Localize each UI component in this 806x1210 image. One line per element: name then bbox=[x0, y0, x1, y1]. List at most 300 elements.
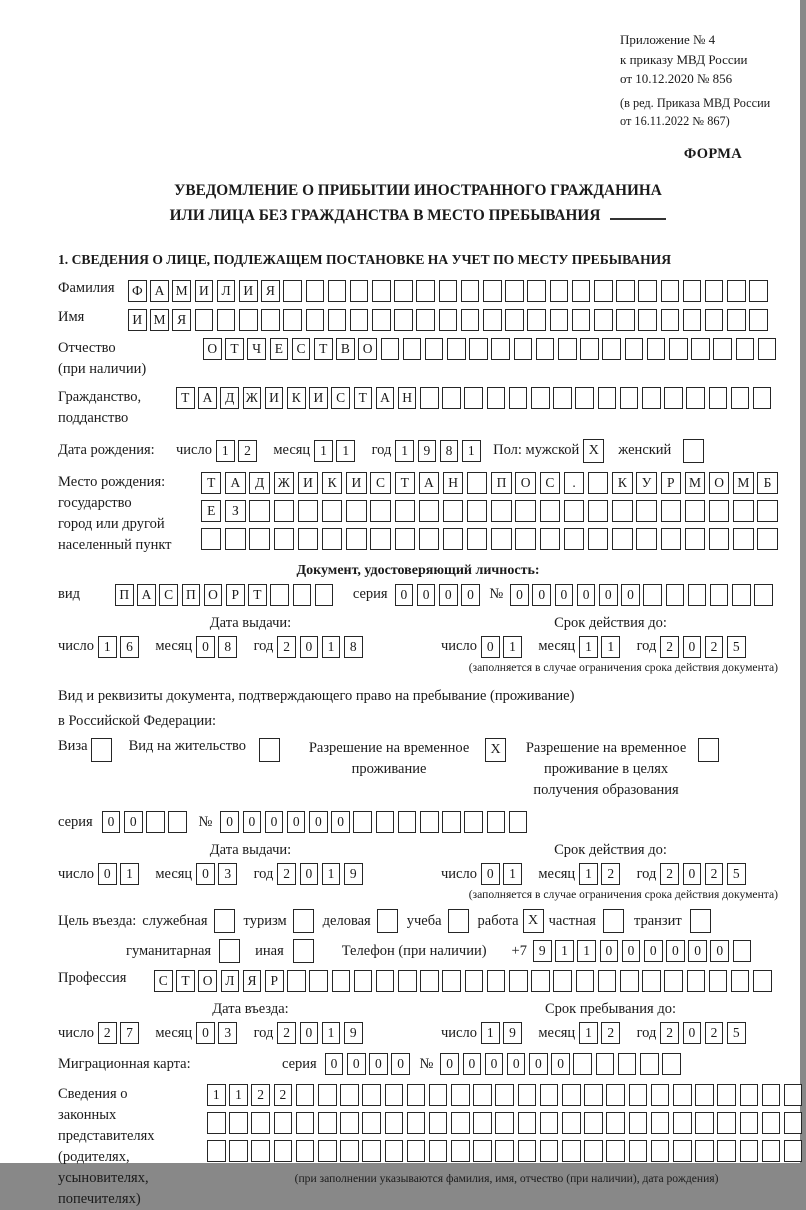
char-box[interactable]: О bbox=[358, 338, 377, 360]
char-box[interactable]: А bbox=[137, 584, 156, 606]
char-box[interactable]: И bbox=[309, 387, 328, 409]
char-box[interactable]: 9 bbox=[344, 863, 363, 885]
char-box[interactable]: 9 bbox=[344, 1022, 363, 1044]
char-box[interactable] bbox=[429, 1112, 448, 1134]
char-box[interactable]: 1 bbox=[207, 1084, 226, 1106]
char-box[interactable] bbox=[762, 1112, 781, 1134]
char-box[interactable]: 2 bbox=[274, 1084, 293, 1106]
char-box[interactable] bbox=[225, 528, 245, 550]
char-box[interactable]: 0 bbox=[417, 584, 436, 606]
char-box[interactable] bbox=[495, 1112, 514, 1134]
char-box[interactable] bbox=[598, 970, 617, 992]
official-checkbox[interactable] bbox=[214, 909, 235, 933]
char-box[interactable] bbox=[673, 1140, 692, 1162]
char-box[interactable] bbox=[381, 338, 400, 360]
char-box[interactable]: У bbox=[636, 472, 656, 494]
char-box[interactable] bbox=[509, 811, 528, 833]
char-box[interactable] bbox=[584, 1112, 603, 1134]
char-box[interactable] bbox=[372, 280, 391, 302]
char-box[interactable] bbox=[727, 309, 746, 331]
char-box[interactable]: С bbox=[292, 338, 311, 360]
char-box[interactable]: Д bbox=[220, 387, 239, 409]
char-box[interactable] bbox=[687, 970, 706, 992]
char-box[interactable]: М bbox=[733, 472, 753, 494]
char-box[interactable] bbox=[553, 387, 572, 409]
char-box[interactable] bbox=[691, 338, 710, 360]
char-box[interactable] bbox=[376, 811, 395, 833]
char-box[interactable] bbox=[239, 309, 258, 331]
char-box[interactable] bbox=[483, 309, 502, 331]
char-box[interactable] bbox=[274, 528, 294, 550]
char-box[interactable]: С bbox=[540, 472, 560, 494]
char-box[interactable] bbox=[709, 528, 729, 550]
char-box[interactable] bbox=[370, 500, 390, 522]
char-box[interactable]: 0 bbox=[369, 1053, 388, 1075]
char-box[interactable] bbox=[709, 970, 728, 992]
other-checkbox[interactable] bbox=[293, 939, 314, 963]
char-box[interactable] bbox=[558, 338, 577, 360]
char-box[interactable]: 0 bbox=[287, 811, 306, 833]
char-box[interactable]: Л bbox=[221, 970, 240, 992]
char-box[interactable]: М bbox=[172, 280, 191, 302]
char-box[interactable]: Т bbox=[248, 584, 267, 606]
char-box[interactable]: 1 bbox=[503, 863, 522, 885]
char-box[interactable]: 1 bbox=[503, 636, 522, 658]
char-box[interactable] bbox=[612, 500, 632, 522]
char-box[interactable] bbox=[469, 338, 488, 360]
char-box[interactable] bbox=[353, 811, 372, 833]
char-box[interactable]: 0 bbox=[622, 940, 641, 962]
char-box[interactable]: 0 bbox=[395, 584, 414, 606]
char-box[interactable]: К bbox=[287, 387, 306, 409]
char-box[interactable] bbox=[394, 309, 413, 331]
char-box[interactable] bbox=[195, 309, 214, 331]
char-box[interactable]: Д bbox=[249, 472, 269, 494]
char-box[interactable] bbox=[606, 1084, 625, 1106]
char-box[interactable] bbox=[717, 1112, 736, 1134]
char-box[interactable]: Т bbox=[225, 338, 244, 360]
char-box[interactable] bbox=[602, 338, 621, 360]
char-box[interactable] bbox=[261, 309, 280, 331]
char-box[interactable] bbox=[420, 811, 439, 833]
char-box[interactable] bbox=[695, 1140, 714, 1162]
char-box[interactable] bbox=[442, 970, 461, 992]
char-box[interactable] bbox=[562, 1084, 581, 1106]
char-box[interactable]: В bbox=[336, 338, 355, 360]
char-box[interactable] bbox=[439, 309, 458, 331]
char-box[interactable] bbox=[372, 309, 391, 331]
char-box[interactable] bbox=[733, 500, 753, 522]
char-box[interactable] bbox=[661, 280, 680, 302]
char-box[interactable] bbox=[419, 528, 439, 550]
char-box[interactable] bbox=[283, 309, 302, 331]
char-box[interactable] bbox=[442, 811, 461, 833]
char-box[interactable]: С bbox=[370, 472, 390, 494]
char-box[interactable]: 0 bbox=[666, 940, 685, 962]
char-box[interactable]: 9 bbox=[533, 940, 552, 962]
char-box[interactable] bbox=[407, 1084, 426, 1106]
char-box[interactable] bbox=[616, 280, 635, 302]
char-box[interactable]: И bbox=[195, 280, 214, 302]
char-box[interactable]: 9 bbox=[418, 440, 437, 462]
char-box[interactable] bbox=[385, 1084, 404, 1106]
char-box[interactable]: 9 bbox=[503, 1022, 522, 1044]
char-box[interactable]: О bbox=[203, 338, 222, 360]
char-box[interactable] bbox=[509, 970, 528, 992]
char-box[interactable]: Е bbox=[270, 338, 289, 360]
char-box[interactable] bbox=[318, 1112, 337, 1134]
business-checkbox[interactable] bbox=[377, 909, 398, 933]
char-box[interactable]: К bbox=[612, 472, 632, 494]
char-box[interactable] bbox=[527, 309, 546, 331]
residence-permit-checkbox[interactable] bbox=[259, 738, 280, 762]
char-box[interactable] bbox=[572, 309, 591, 331]
char-box[interactable] bbox=[332, 970, 351, 992]
char-box[interactable] bbox=[580, 338, 599, 360]
char-box[interactable]: Е bbox=[201, 500, 221, 522]
char-box[interactable] bbox=[651, 1084, 670, 1106]
char-box[interactable]: 0 bbox=[98, 863, 117, 885]
char-box[interactable] bbox=[540, 1084, 559, 1106]
char-box[interactable]: 0 bbox=[440, 1053, 459, 1075]
char-box[interactable] bbox=[562, 1112, 581, 1134]
char-box[interactable]: 1 bbox=[98, 636, 117, 658]
char-box[interactable] bbox=[298, 500, 318, 522]
char-box[interactable] bbox=[376, 970, 395, 992]
char-box[interactable]: 0 bbox=[532, 584, 551, 606]
char-box[interactable] bbox=[754, 584, 773, 606]
female-checkbox[interactable] bbox=[683, 439, 704, 463]
char-box[interactable] bbox=[451, 1112, 470, 1134]
char-box[interactable] bbox=[362, 1084, 381, 1106]
char-box[interactable] bbox=[588, 528, 608, 550]
char-box[interactable] bbox=[550, 280, 569, 302]
char-box[interactable]: 2 bbox=[98, 1022, 117, 1044]
temp-residence-checkbox[interactable]: X bbox=[485, 738, 506, 762]
char-box[interactable]: А bbox=[198, 387, 217, 409]
char-box[interactable]: 2 bbox=[705, 863, 724, 885]
char-box[interactable]: 0 bbox=[300, 1022, 319, 1044]
char-box[interactable] bbox=[531, 387, 550, 409]
char-box[interactable] bbox=[425, 338, 444, 360]
char-box[interactable] bbox=[487, 811, 506, 833]
char-box[interactable] bbox=[620, 970, 639, 992]
char-box[interactable] bbox=[296, 1112, 315, 1134]
char-box[interactable] bbox=[540, 528, 560, 550]
char-box[interactable] bbox=[625, 338, 644, 360]
char-box[interactable] bbox=[709, 387, 728, 409]
char-box[interactable] bbox=[584, 1084, 603, 1106]
char-box[interactable] bbox=[505, 280, 524, 302]
char-box[interactable]: М bbox=[685, 472, 705, 494]
char-box[interactable] bbox=[784, 1112, 803, 1134]
char-box[interactable] bbox=[306, 309, 325, 331]
male-checkbox[interactable]: X bbox=[583, 439, 604, 463]
char-box[interactable]: М bbox=[150, 309, 169, 331]
char-box[interactable] bbox=[229, 1112, 248, 1134]
char-box[interactable]: 0 bbox=[331, 811, 350, 833]
char-box[interactable] bbox=[713, 338, 732, 360]
char-box[interactable] bbox=[340, 1084, 359, 1106]
char-box[interactable]: 0 bbox=[551, 1053, 570, 1075]
char-box[interactable] bbox=[553, 970, 572, 992]
char-box[interactable]: 0 bbox=[124, 811, 143, 833]
char-box[interactable] bbox=[229, 1140, 248, 1162]
humanitarian-checkbox[interactable] bbox=[219, 939, 240, 963]
transit-checkbox[interactable] bbox=[690, 909, 711, 933]
char-box[interactable]: Р bbox=[226, 584, 245, 606]
char-box[interactable] bbox=[673, 1112, 692, 1134]
char-box[interactable] bbox=[550, 309, 569, 331]
char-box[interactable]: 1 bbox=[577, 940, 596, 962]
char-box[interactable]: 0 bbox=[507, 1053, 526, 1075]
char-box[interactable]: С bbox=[159, 584, 178, 606]
char-box[interactable]: 5 bbox=[727, 636, 746, 658]
char-box[interactable]: 1 bbox=[322, 863, 341, 885]
char-box[interactable] bbox=[661, 528, 681, 550]
char-box[interactable]: 1 bbox=[322, 636, 341, 658]
visa-checkbox[interactable] bbox=[91, 738, 112, 762]
char-box[interactable]: 0 bbox=[683, 1022, 702, 1044]
char-box[interactable] bbox=[442, 387, 461, 409]
char-box[interactable] bbox=[596, 1053, 615, 1075]
char-box[interactable] bbox=[461, 309, 480, 331]
char-box[interactable]: Ф bbox=[128, 280, 147, 302]
char-box[interactable]: 2 bbox=[660, 1022, 679, 1044]
char-box[interactable]: 2 bbox=[277, 636, 296, 658]
char-box[interactable]: 0 bbox=[391, 1053, 410, 1075]
char-box[interactable]: Ж bbox=[274, 472, 294, 494]
char-box[interactable] bbox=[217, 309, 236, 331]
char-box[interactable]: Н bbox=[443, 472, 463, 494]
char-box[interactable] bbox=[717, 1140, 736, 1162]
char-box[interactable]: 0 bbox=[196, 636, 215, 658]
char-box[interactable]: 1 bbox=[462, 440, 481, 462]
char-box[interactable]: 0 bbox=[309, 811, 328, 833]
char-box[interactable] bbox=[647, 338, 666, 360]
char-box[interactable] bbox=[318, 1084, 337, 1106]
char-box[interactable]: 8 bbox=[440, 440, 459, 462]
char-box[interactable] bbox=[398, 970, 417, 992]
char-box[interactable] bbox=[683, 309, 702, 331]
char-box[interactable] bbox=[540, 1140, 559, 1162]
char-box[interactable] bbox=[651, 1140, 670, 1162]
char-box[interactable]: А bbox=[225, 472, 245, 494]
char-box[interactable]: О bbox=[515, 472, 535, 494]
char-box[interactable] bbox=[274, 500, 294, 522]
char-box[interactable] bbox=[420, 387, 439, 409]
char-box[interactable]: П bbox=[491, 472, 511, 494]
char-box[interactable] bbox=[683, 280, 702, 302]
char-box[interactable] bbox=[620, 387, 639, 409]
char-box[interactable] bbox=[636, 528, 656, 550]
char-box[interactable] bbox=[629, 1112, 648, 1134]
char-box[interactable]: А bbox=[419, 472, 439, 494]
char-box[interactable] bbox=[362, 1140, 381, 1162]
char-box[interactable]: 2 bbox=[238, 440, 257, 462]
char-box[interactable]: 0 bbox=[481, 636, 500, 658]
char-box[interactable] bbox=[447, 338, 466, 360]
char-box[interactable] bbox=[705, 309, 724, 331]
char-box[interactable]: А bbox=[376, 387, 395, 409]
char-box[interactable] bbox=[762, 1084, 781, 1106]
char-box[interactable]: О bbox=[204, 584, 223, 606]
char-box[interactable]: 0 bbox=[196, 863, 215, 885]
char-box[interactable] bbox=[146, 811, 165, 833]
char-box[interactable] bbox=[451, 1140, 470, 1162]
char-box[interactable] bbox=[340, 1112, 359, 1134]
char-box[interactable] bbox=[274, 1112, 293, 1134]
char-box[interactable] bbox=[651, 1112, 670, 1134]
char-box[interactable] bbox=[518, 1084, 537, 1106]
char-box[interactable]: Р bbox=[265, 970, 284, 992]
char-box[interactable] bbox=[640, 1053, 659, 1075]
char-box[interactable]: 2 bbox=[660, 636, 679, 658]
study-checkbox[interactable] bbox=[448, 909, 469, 933]
char-box[interactable] bbox=[562, 1140, 581, 1162]
char-box[interactable]: 1 bbox=[601, 636, 620, 658]
char-box[interactable] bbox=[515, 500, 535, 522]
char-box[interactable]: Ж bbox=[243, 387, 262, 409]
char-box[interactable]: 2 bbox=[705, 1022, 724, 1044]
char-box[interactable] bbox=[451, 1084, 470, 1106]
char-box[interactable] bbox=[350, 309, 369, 331]
char-box[interactable]: 0 bbox=[463, 1053, 482, 1075]
char-box[interactable] bbox=[207, 1140, 226, 1162]
char-box[interactable] bbox=[662, 1053, 681, 1075]
char-box[interactable]: 1 bbox=[314, 440, 333, 462]
char-box[interactable] bbox=[395, 528, 415, 550]
char-box[interactable]: 0 bbox=[644, 940, 663, 962]
char-box[interactable] bbox=[784, 1084, 803, 1106]
char-box[interactable] bbox=[661, 309, 680, 331]
char-box[interactable] bbox=[487, 387, 506, 409]
char-box[interactable] bbox=[350, 280, 369, 302]
char-box[interactable]: 7 bbox=[120, 1022, 139, 1044]
char-box[interactable] bbox=[695, 1084, 714, 1106]
char-box[interactable] bbox=[464, 387, 483, 409]
char-box[interactable]: З bbox=[225, 500, 245, 522]
char-box[interactable]: 0 bbox=[683, 863, 702, 885]
char-box[interactable]: 0 bbox=[265, 811, 284, 833]
char-box[interactable] bbox=[464, 811, 483, 833]
char-box[interactable] bbox=[540, 1112, 559, 1134]
char-box[interactable] bbox=[403, 338, 422, 360]
char-box[interactable] bbox=[419, 500, 439, 522]
char-box[interactable]: 0 bbox=[481, 863, 500, 885]
char-box[interactable]: 3 bbox=[218, 863, 237, 885]
char-box[interactable]: 1 bbox=[120, 863, 139, 885]
char-box[interactable]: 2 bbox=[601, 1022, 620, 1044]
char-box[interactable] bbox=[395, 500, 415, 522]
char-box[interactable]: 0 bbox=[710, 940, 729, 962]
char-box[interactable] bbox=[251, 1140, 270, 1162]
char-box[interactable]: К bbox=[322, 472, 342, 494]
char-box[interactable]: 0 bbox=[485, 1053, 504, 1075]
char-box[interactable] bbox=[346, 500, 366, 522]
char-box[interactable] bbox=[407, 1112, 426, 1134]
char-box[interactable] bbox=[322, 528, 342, 550]
char-box[interactable] bbox=[515, 528, 535, 550]
char-box[interactable] bbox=[293, 584, 312, 606]
char-box[interactable]: 2 bbox=[705, 636, 724, 658]
char-box[interactable] bbox=[467, 528, 487, 550]
char-box[interactable] bbox=[473, 1140, 492, 1162]
char-box[interactable] bbox=[509, 387, 528, 409]
char-box[interactable]: 2 bbox=[660, 863, 679, 885]
char-box[interactable]: Б bbox=[757, 472, 777, 494]
char-box[interactable] bbox=[564, 500, 584, 522]
char-box[interactable] bbox=[705, 280, 724, 302]
char-box[interactable]: И bbox=[128, 309, 147, 331]
char-box[interactable]: Я bbox=[261, 280, 280, 302]
char-box[interactable]: 1 bbox=[579, 863, 598, 885]
tourism-checkbox[interactable] bbox=[293, 909, 314, 933]
title-blank-line[interactable] bbox=[610, 203, 666, 220]
char-box[interactable] bbox=[473, 1112, 492, 1134]
char-box[interactable] bbox=[270, 584, 289, 606]
char-box[interactable] bbox=[664, 387, 683, 409]
char-box[interactable]: Я bbox=[243, 970, 262, 992]
char-box[interactable] bbox=[709, 500, 729, 522]
char-box[interactable] bbox=[443, 500, 463, 522]
char-box[interactable]: 0 bbox=[461, 584, 480, 606]
char-box[interactable]: 0 bbox=[347, 1053, 366, 1075]
char-box[interactable] bbox=[629, 1084, 648, 1106]
char-box[interactable] bbox=[588, 500, 608, 522]
char-box[interactable]: Н bbox=[398, 387, 417, 409]
char-box[interactable]: 5 bbox=[727, 863, 746, 885]
char-box[interactable]: 0 bbox=[600, 940, 619, 962]
temp-residence-edu-checkbox[interactable] bbox=[698, 738, 719, 762]
char-box[interactable] bbox=[318, 1140, 337, 1162]
char-box[interactable] bbox=[638, 280, 657, 302]
char-box[interactable]: П bbox=[115, 584, 134, 606]
char-box[interactable] bbox=[636, 500, 656, 522]
char-box[interactable] bbox=[536, 338, 555, 360]
char-box[interactable]: 0 bbox=[325, 1053, 344, 1075]
char-box[interactable]: 1 bbox=[336, 440, 355, 462]
char-box[interactable] bbox=[762, 1140, 781, 1162]
char-box[interactable] bbox=[346, 528, 366, 550]
char-box[interactable]: А bbox=[150, 280, 169, 302]
char-box[interactable]: 5 bbox=[727, 1022, 746, 1044]
char-box[interactable] bbox=[487, 970, 506, 992]
char-box[interactable] bbox=[495, 1084, 514, 1106]
char-box[interactable] bbox=[576, 970, 595, 992]
char-box[interactable]: Т bbox=[176, 970, 195, 992]
char-box[interactable] bbox=[710, 584, 729, 606]
char-box[interactable] bbox=[673, 1084, 692, 1106]
char-box[interactable] bbox=[732, 584, 751, 606]
char-box[interactable] bbox=[784, 1140, 803, 1162]
char-box[interactable]: 0 bbox=[510, 584, 529, 606]
char-box[interactable] bbox=[531, 970, 550, 992]
char-box[interactable] bbox=[439, 280, 458, 302]
char-box[interactable] bbox=[572, 280, 591, 302]
char-box[interactable]: 0 bbox=[683, 636, 702, 658]
char-box[interactable] bbox=[420, 970, 439, 992]
char-box[interactable] bbox=[491, 500, 511, 522]
char-box[interactable] bbox=[429, 1140, 448, 1162]
char-box[interactable]: Р bbox=[661, 472, 681, 494]
char-box[interactable] bbox=[618, 1053, 637, 1075]
char-box[interactable] bbox=[757, 528, 777, 550]
char-box[interactable] bbox=[540, 500, 560, 522]
char-box[interactable] bbox=[749, 309, 768, 331]
char-box[interactable] bbox=[306, 280, 325, 302]
char-box[interactable] bbox=[575, 387, 594, 409]
